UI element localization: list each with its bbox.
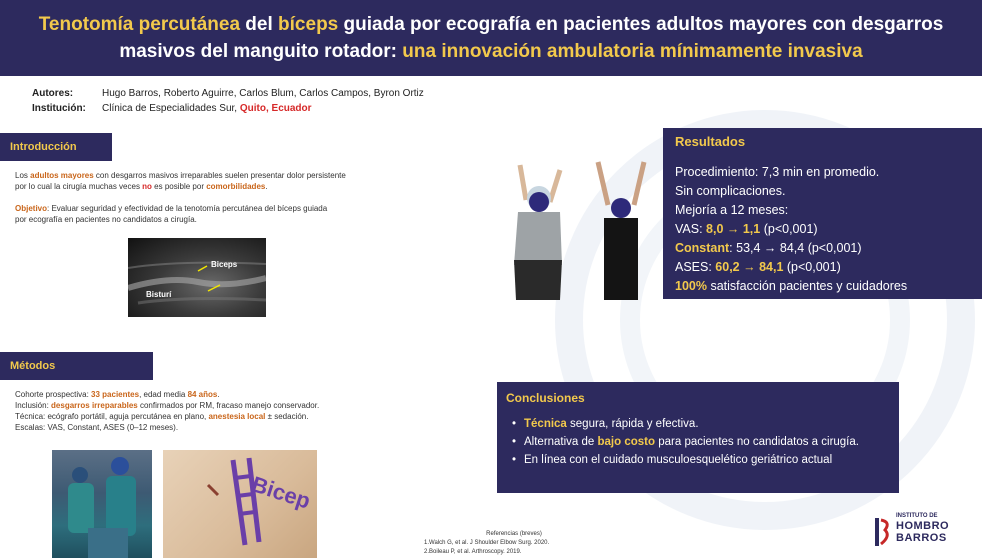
reference-item: 1.Walch G, et al. J Shoulder Elbow Surg. 2020. <box>424 540 550 546</box>
results-title: Resultados <box>675 134 746 149</box>
conclusions-box <box>497 382 899 493</box>
intro-text: Los adultos mayores con desgarros masivos irreparables suelen presentar dolor persistente por lo cual la cirugía muchas veces no es posible por comorbilidades. Objetivo: Evaluar seguridad y efectividad de la tenotomía percutánea del bíceps guiada por ecografía en pacientes no candidatos a cirugía. <box>15 171 346 224</box>
conclusion-item: • Técnica segura, rápida y efectiva. <box>506 415 899 433</box>
references <box>424 530 604 557</box>
us-label-bisturi: Bisturí <box>146 290 172 299</box>
institute-logo: INSTITUTO DE HOMBRO BARROS <box>873 512 973 552</box>
poster-title <box>0 0 982 76</box>
conclusion-item: • Alternativa de bajo costo para pacientes no candidatos a cirugía. <box>506 433 899 451</box>
skin-marking-photo <box>163 450 317 558</box>
ultrasound-image <box>128 238 266 317</box>
patient-photo-2 <box>588 160 654 300</box>
patient-photo-1 <box>500 160 570 300</box>
section-tag-metodos: Métodos <box>0 352 153 380</box>
title-line-1: Tenotomía percutánea del bíceps guiada por ecografía en pacientes adultos mayores con desgarros <box>38 14 944 35</box>
logo-icon <box>873 516 893 548</box>
methods-text: Cohorte prospectiva: 33 pacientes, edad media 84 años. Inclusión: desgarros irreparables confirmados por RM, fracaso manejo conservador. Técnica: ecógrafo portátil, aguja percutánea en plano, anestesia local ± sedación. Escalas: VAS, Constant, ASES (0–12 meses). <box>15 390 320 432</box>
results-box: Resultados Procedimiento: 7,3 min en promedio. Sin complicaciones. Mejoría a 12 meses: VAS: 8,0 → 1,1 (p<0,001) Constant: 53,4 → 84,4 (p<0,001) ASES: 60,2 → 84,1 (p<0,001) 100% satisfacción pacientes y cuidadores <box>663 128 982 299</box>
reference-item: 2.Boileau P, et al. Arthroscopy. 2019. <box>424 549 522 555</box>
authors-block <box>32 86 424 116</box>
surgery-photo <box>52 450 152 558</box>
authors-line: Autores: Hugo Barros, Roberto Aguirre, Carlos Blum, Carlos Campos, Byron Ortiz <box>32 88 424 99</box>
section-tag-introduccion: Introducción <box>0 133 112 161</box>
title-line-2: masivos del manguito rotador: una innovación ambulatoria mínimamente invasiva <box>119 41 863 62</box>
references-title: Referencias (breves) <box>486 531 542 537</box>
marker-text: Bicep <box>248 471 314 514</box>
institution-line: Institución: Clínica de Especialidades Sur, Quito, Ecuador <box>32 103 312 114</box>
us-label-biceps: Biceps <box>211 260 238 269</box>
conclusions-title: Conclusiones <box>506 391 585 405</box>
conclusion-item: • En línea con el cuidado musculoesquelético geriátrico actual <box>506 451 899 469</box>
